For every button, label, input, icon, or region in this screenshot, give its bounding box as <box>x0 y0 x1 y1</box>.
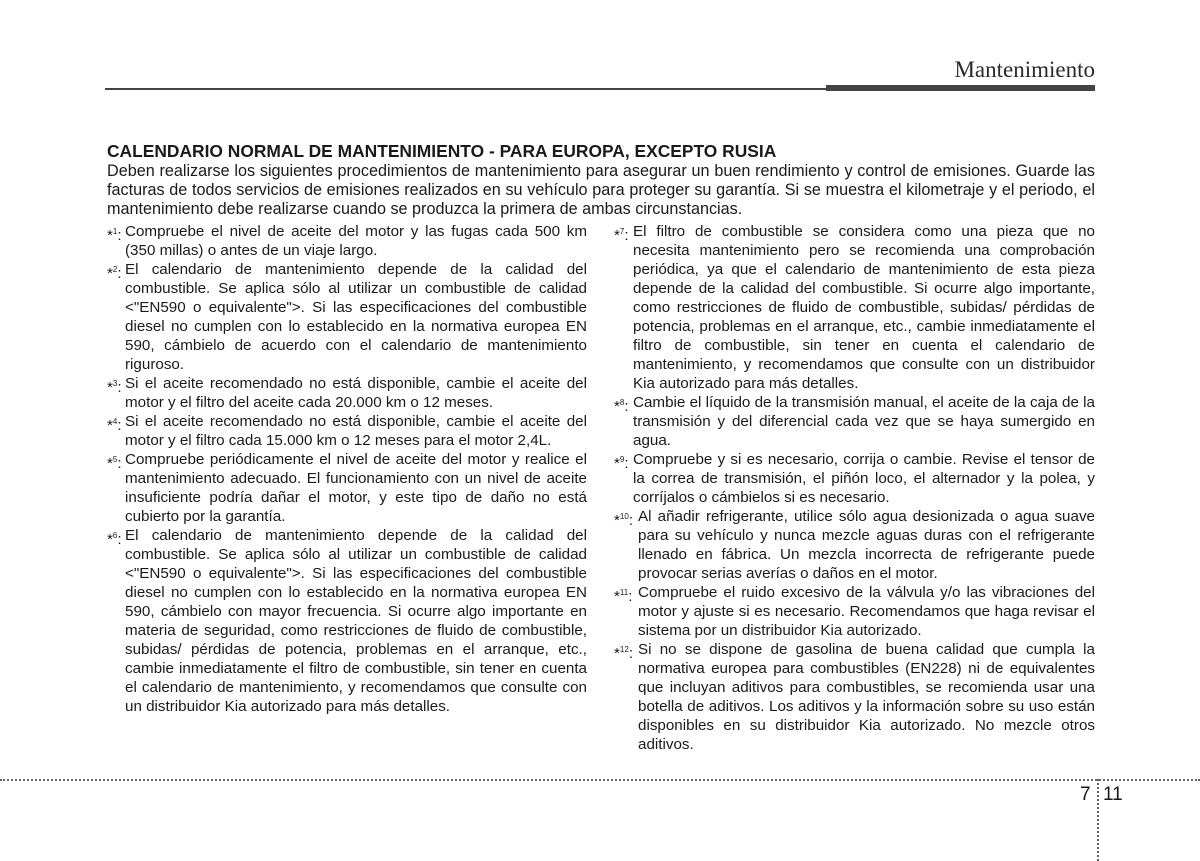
footnote-marker: *$^3$: <box>107 379 122 396</box>
footnote-marker: *$^{12}$: <box>614 645 634 662</box>
footnote-marker: *$^4$: <box>107 417 122 434</box>
footnote-item <box>107 526 587 716</box>
footnote-text: Al añadir refrigerante, utilice sólo agua desionizada o agua suave para su vehículo y nunca mezcle aguas duras con el refrigerante llenado en fábrica. Un mezcla incorrecta de refrigerante puede provocar serias averías o daños en el motor. <box>638 508 1095 582</box>
section-title: Mantenimiento <box>954 57 1095 82</box>
chapter-number: 7 <box>1080 784 1091 805</box>
footer-dotted-rule <box>0 779 1200 781</box>
footnote-text: Compruebe el nivel de aceite del motor y las fugas cada 500 km (350 millas) o antes de un viaje largo. <box>125 223 587 259</box>
footnote-text: Cambie el líquido de la transmisión manual, el aceite de la caja de la transmisión y del diferencial cada vez que se haya sumergido en agua. <box>633 394 1095 449</box>
intro-paragraph: Deben realizarse los siguientes procedimientos de mantenimiento para asegurar un buen rendimiento y control de emisiones. Guarde las facturas de todos servicios de emisiones realizados en su vehículo para proteger su garantía. Si se muestra el kilometraje y el periodo, el mantenimiento debe realizarse cuando se produzca la primera de ambas circunstancias. <box>107 162 1095 218</box>
footnote-item <box>107 222 587 260</box>
footnote-text: Si no se dispone de gasolina de buena calidad que cumpla la normativa europea para combustibles (EN228) ni de equivalentes que incluyan aditivos para combustibles, se recomienda usar una botella de aditivos. Los aditivos y la información sobre su uso están disponibles en su distribuidor Kia autorizado. No mezcle otros aditivos. <box>638 641 1095 753</box>
footnote-item <box>614 222 1095 393</box>
footnote-text: Compruebe y si es necesario, corrija o cambie. Revise el tensor de la correa de transmisión, el piñón loco, el alternador y la polea, y corríjalos o cámbielos si es necesario. <box>633 451 1095 506</box>
footnote-text: El calendario de mantenimiento depende de la calidad del combustible. Se aplica sólo al utilizar un combustible de calidad <"EN590 o equivalente">. Si las especificaciones del combustible diesel no cumplen con lo establecido en la normativa europea EN 590, cámbielo de acuerdo con el calendario de mantenimiento riguroso. <box>125 261 587 373</box>
footnote-item <box>614 640 1095 754</box>
footnote-text: El filtro de combustible se considera como una pieza que no necesita mantenimiento pero se recomienda una comprobación periódica, ya que el calendario de mantenimiento de esta pieza depende de la calidad del combustible. Si ocurre algo importante, como restricciones de fluido de combustible, subidas/ pérdidas de potencia, problemas en el arranque, etc., cambie inmediatamente el filtro de combustible, sin tener en cuenta el calendario de mantenimiento, y recomendamos que consulte con un distribuidor Kia autorizado para más detalles. <box>633 223 1095 392</box>
footnote-marker: *$^{11}$: <box>614 588 633 605</box>
footnote-marker: *$^{10}$: <box>614 512 634 529</box>
footnote-text: Compruebe periódicamente el nivel de aceite del motor y realice el mantenimiento adecuado. El funcionamiento con un nivel de aceite insuficiente podría dañar el motor, y este tipo de daño no está cubierto por la garantía. <box>125 451 587 525</box>
notes-column-left <box>107 222 587 716</box>
footnote-text: Si el aceite recomendado no está disponible, cambie el aceite del motor y el filtro del aceite cada 20.000 km o 12 meses. <box>125 375 587 411</box>
footnote-marker: *$^8$: <box>614 398 629 415</box>
page-number: 11 <box>1103 784 1123 805</box>
footnote-item <box>107 260 587 374</box>
footnote-marker: *$^1$: <box>107 227 122 244</box>
footnote-item <box>107 412 587 450</box>
footnote-marker: *$^5$: <box>107 455 122 472</box>
footnote-item <box>614 393 1095 450</box>
footnote-item <box>107 450 587 526</box>
footnote-item <box>614 583 1095 640</box>
footnote-text: Compruebe el ruido excesivo de la válvula y/o las vibraciones del motor y ajuste si es necesario. Recomendamos que haga revisar el sistema por un distribuidor Kia autorizado. <box>638 584 1095 639</box>
notes-column-right <box>614 222 1095 754</box>
footnote-item <box>614 450 1095 507</box>
footnote-item <box>614 507 1095 583</box>
footnote-text: El calendario de mantenimiento depende de la calidad del combustible. Se aplica sólo al utilizar un combustible de calidad <"EN590 o equivalente">. Si las especificaciones del combustible diesel no cumplen con lo establecido en la normativa europea EN 590, cámbielo con mayor frecuencia. Si ocurre algo importante en materia de seguridad, como restricciones de fluido de combustible, subidas/ pérdidas de potencia, problemas en el arranque, etc., cambie inmediatamente el filtro de combustible, sin tener en cuenta el calendario de mantenimiento, y recomendamos que consulte con un distribuidor Kia autorizado para más detalles. <box>125 527 587 715</box>
header-rule-accent <box>826 85 1095 91</box>
footnote-marker: *$^9$: <box>614 455 629 472</box>
footer-divider <box>1097 779 1099 861</box>
page-title: CALENDARIO NORMAL DE MANTENIMIENTO - PARA EUROPA, EXCEPTO RUSIA <box>107 141 777 161</box>
footnote-item <box>107 374 587 412</box>
footnote-marker: *$^6$: <box>107 531 122 548</box>
footnote-marker: *$^2$: <box>107 265 122 282</box>
footnote-text: Si el aceite recomendado no está disponible, cambie el aceite del motor y el filtro cada 15.000 km o 12 meses para el motor 2,4L. <box>125 413 587 449</box>
footnote-marker: *$^7$: <box>614 227 629 244</box>
